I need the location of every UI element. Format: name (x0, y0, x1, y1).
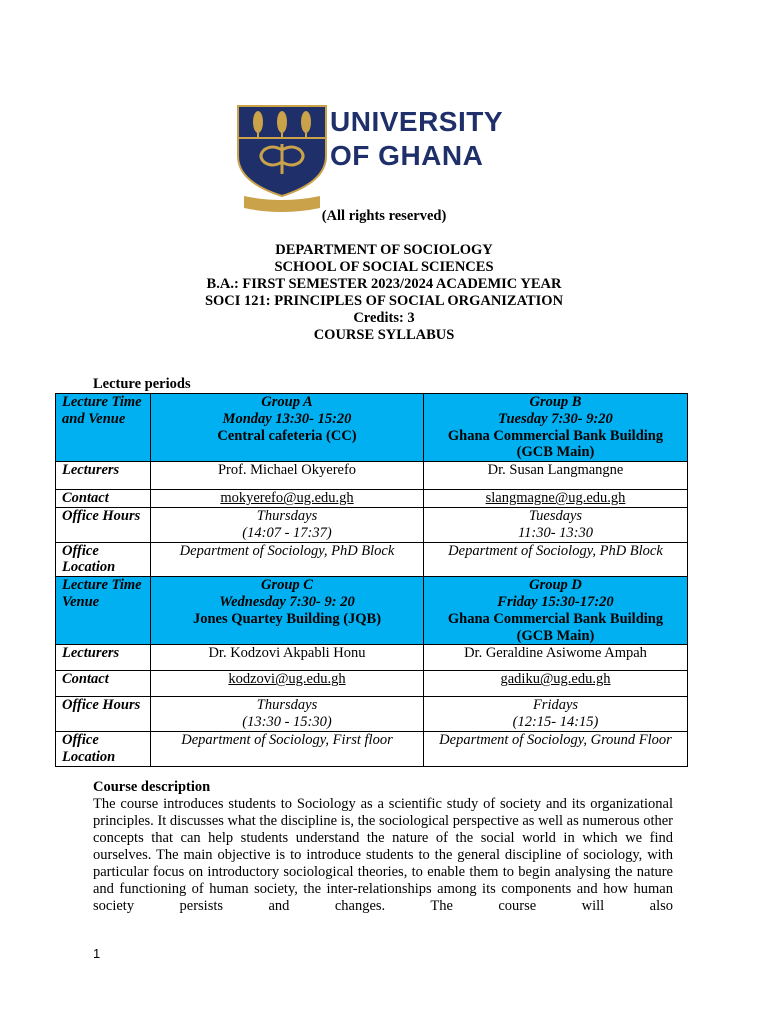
course-code-title: SOCI 121: PRINCIPLES OF SOCIAL ORGANIZATION (204, 293, 564, 309)
office-hours (424, 697, 688, 732)
row-label-hours: Office Hours (56, 697, 151, 732)
program-year: B.A.: FIRST SEMESTER 2023/2024 ACADEMIC YEAR (206, 276, 562, 292)
group-b-cell (424, 394, 688, 462)
office-hours-day: Tuesdays (528, 507, 583, 524)
table-row (56, 542, 688, 577)
row-label-venue: Lecture Time and Venue (56, 394, 151, 462)
group-name: Group A (261, 394, 313, 410)
table-row (56, 462, 688, 490)
table-row (56, 731, 688, 766)
group-venue: Central cafeteria (CC) (217, 427, 357, 444)
page-number: 1 (93, 946, 101, 961)
row-label-venue: Lecture Time Venue (56, 577, 151, 645)
email-link[interactable]: gadiku@ug.edu.gh (500, 671, 611, 688)
group-d-cell (424, 577, 688, 645)
logo-text-line1: UNIVERSITY (330, 106, 504, 137)
office-location: Department of Sociology, First floor (151, 731, 424, 766)
table-row (56, 697, 688, 732)
row-label-lecturers: Lecturers (56, 462, 151, 490)
row-label-hours: Office Hours (56, 507, 151, 542)
lecturer-name: Dr. Geraldine Asiwome Ampah (424, 645, 688, 671)
course-description-text: The course introduces students to Sociology as a scientific study of society and its organizational principles. It discusses what the discipline is, the sociological perspective as well as numerous other concepts that can help students understand the nature of the social world in which we find ourselves. The main objective is to introduce students to the general discipline of sociology, with particular focus on introductory sociological theories, to enable them to begin analysing the nature and functioning of human society, the inter-relationships among its components and how human society persists and changes. The course will also (93, 796, 673, 914)
group-name: Group B (529, 394, 582, 410)
row-label-contact: Contact (56, 490, 151, 508)
email-link[interactable]: mokyerefo@ug.edu.gh (220, 490, 354, 507)
group-name: Group C (261, 577, 313, 594)
office-location: Department of Sociology, PhD Block (151, 542, 424, 577)
lecturer-name: Dr. Kodzovi Akpabli Honu (151, 645, 424, 671)
group-time: Friday 15:30-17:20 (497, 593, 614, 610)
office-hours-time: (12:15- 14:15) (512, 714, 599, 731)
office-hours-day: Thursdays (256, 697, 318, 714)
university-logo (236, 104, 536, 212)
group-c-cell (151, 577, 424, 645)
office-location: Department of Sociology, PhD Block (424, 542, 688, 577)
email-link[interactable]: kodzovi@ug.edu.gh (228, 671, 346, 688)
group-name: Group D (529, 577, 582, 594)
department-name: DEPARTMENT OF SOCIOLOGY (275, 242, 493, 258)
lecturer-name: Dr. Susan Langmangne (424, 462, 688, 490)
university-crest-icon (236, 104, 328, 212)
row-label-lecturers: Lecturers (56, 645, 151, 671)
group-time: Tuesday 7:30- 9:20 (498, 410, 613, 427)
office-hours-time: (13:30 - 15:30) (242, 714, 332, 731)
group-time: Wednesday 7:30- 9: 20 (219, 593, 355, 610)
table-row (56, 645, 688, 671)
row-label-location: Office Location (56, 731, 151, 766)
table-row (56, 577, 688, 645)
logo-text-line2: OF GHANA (330, 140, 484, 171)
document-title: COURSE SYLLABUS (313, 327, 455, 343)
table-row (56, 507, 688, 542)
course-credits: Credits: 3 (353, 310, 415, 326)
office-hours-time: (14:07 - 17:37) (242, 524, 332, 541)
office-location: Department of Sociology, Ground Floor (424, 731, 688, 766)
lecture-schedule-table (55, 393, 688, 767)
group-venue: Ghana Commercial Bank Building (GCB Main) (447, 427, 664, 461)
table-row (56, 490, 688, 508)
school-name: SCHOOL OF SOCIAL SCIENCES (274, 259, 494, 275)
office-hours (151, 697, 424, 732)
group-venue: Ghana Commercial Bank Building (GCB Main) (447, 610, 664, 644)
course-description-heading: Course description (93, 779, 211, 795)
lecturer-name: Prof. Michael Okyerefo (151, 462, 424, 490)
rights-notice: (All rights reserved) (321, 208, 447, 224)
office-hours-day: Thursdays (256, 507, 318, 524)
office-hours-time: 11:30- 13:30 (517, 524, 594, 541)
lecture-periods-label: Lecture periods (93, 376, 191, 392)
row-label-location: Office Location (56, 542, 151, 577)
table-row (56, 394, 688, 462)
table-row (56, 671, 688, 697)
group-time: Monday 13:30- 15:20 (222, 410, 352, 427)
group-a-cell (151, 394, 424, 462)
office-hours (151, 507, 424, 542)
office-hours-day: Fridays (532, 697, 579, 714)
email-link[interactable]: slangmagne@ug.edu.gh (485, 490, 626, 507)
row-label-contact: Contact (56, 671, 151, 697)
group-venue: Jones Quartey Building (JQB) (192, 610, 382, 627)
office-hours (424, 507, 688, 542)
